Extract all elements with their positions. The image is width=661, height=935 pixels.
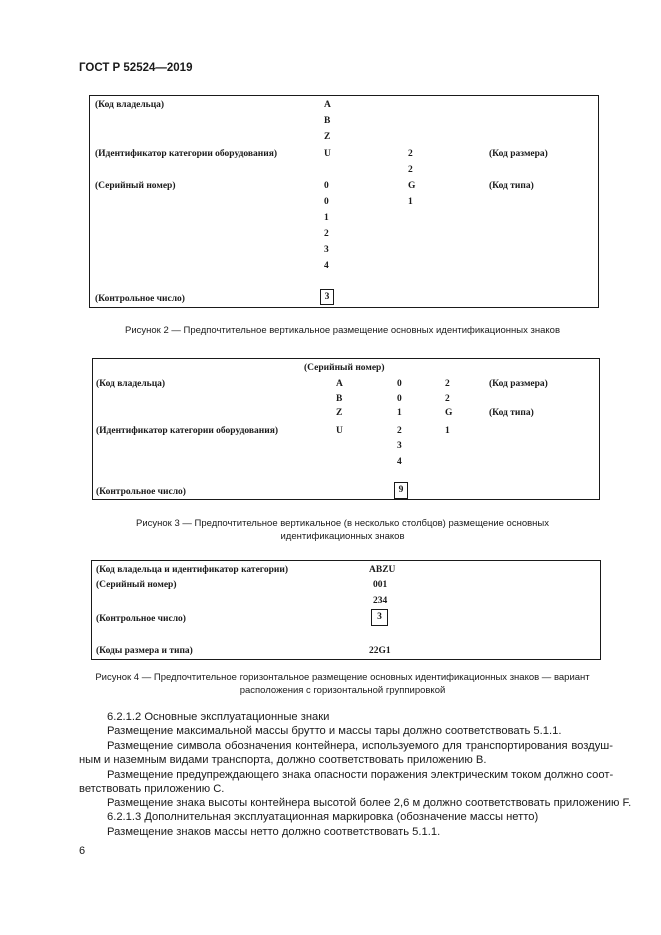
fig3-owner-label: (Код владельца): [96, 379, 166, 389]
fig3-serial-header: (Серийный номер): [304, 363, 385, 373]
figure-2-frame: [89, 95, 599, 308]
fig2-owner-label: (Код владельца): [95, 100, 165, 110]
fig3-type-label: (Код типа): [489, 408, 534, 418]
fig3-check-digit-box: 9: [394, 482, 408, 499]
figure-3-caption-line1: Рисунок 3 — Предпочтительное вертикальное (в несколько столбцов) размещение основных: [136, 518, 549, 529]
fig2-col1-char: 4: [324, 261, 329, 271]
fig2-col1-char: U: [324, 149, 331, 159]
body-paragraph: Размещение знаков массы нетто должно соответствовать 5.1.1.: [107, 826, 441, 838]
fig4-check-label: (Контрольное число): [96, 614, 186, 624]
figure-4-caption-line2: расположения с горизонтальной группировкой: [239, 685, 446, 696]
figure-4-caption-line1: Рисунок 4 — Предпочтительное горизонтальное размещение основных идентификационных знаков — вариант: [95, 672, 590, 683]
fig2-serial-label: (Серийный номер): [95, 181, 176, 191]
fig2-check-label: (Контрольное число): [95, 294, 185, 304]
section-heading-6-2-1-2: 6.2.1.2 Основные эксплуатационные знаки: [107, 711, 330, 723]
fig2-col2-char: 2: [408, 165, 413, 175]
fig4-owner-label: (Код владельца и идентификатор категории): [96, 565, 289, 575]
fig2-col1-char: 1: [324, 213, 329, 223]
fig4-sizetype-label: (Коды размера и типа): [96, 646, 193, 656]
fig3-col1-char: A: [336, 379, 343, 389]
fig4-serial-value: 001: [373, 580, 388, 590]
fig2-check-digit-box: 3: [320, 289, 334, 305]
fig3-col1-char: B: [336, 394, 343, 404]
fig2-col2-char: 1: [408, 197, 413, 207]
fig3-col2-char: 0: [397, 394, 402, 404]
fig2-col2-char: 2: [408, 149, 413, 159]
body-paragraph: Размещение знака высоты контейнера высотой более 2,6 м должно соответствовать приложению F.: [107, 797, 632, 809]
fig3-col3-char: 2: [445, 379, 450, 389]
fig2-col1-char: Z: [324, 132, 331, 142]
body-paragraph: Размещение символа обозначения контейнера, используемого для транспортирования воздуш-: [107, 740, 613, 752]
body-paragraph: ным и наземным видами транспорта, должно соответствовать приложению B.: [79, 754, 487, 766]
fig3-size-label: (Код размера): [489, 379, 548, 389]
fig3-col2-char: 1: [397, 408, 402, 418]
fig3-col3-char: G: [445, 408, 453, 418]
figure-2-caption: Рисунок 2 — Предпочтительное вертикальное размещение основных идентификационных знаков: [125, 325, 560, 336]
fig2-col1-char: 0: [324, 181, 329, 191]
fig3-col2-char: 3: [397, 441, 402, 451]
fig4-serial-value: 234: [373, 596, 388, 606]
page-number: 6: [79, 845, 86, 857]
fig3-check-label: (Контрольное число): [96, 487, 186, 497]
fig4-serial-label: (Серийный номер): [96, 580, 177, 590]
fig3-col1-char: Z: [336, 408, 343, 418]
fig3-col2-char: 4: [397, 457, 402, 467]
fig3-col3-char: 1: [445, 426, 450, 436]
figure-3-caption-line2: идентификационных знаков: [280, 531, 405, 542]
body-paragraph: Размещение предупреждающего знака опасности поражения электрическим током должно соот-: [107, 769, 614, 781]
fig4-owner-value: ABZU: [369, 565, 396, 575]
fig2-col1-char: 2: [324, 229, 329, 239]
fig2-col1-char: 0: [324, 197, 329, 207]
fig2-col1-char: A: [324, 100, 331, 110]
fig2-col2-char: G: [408, 181, 416, 191]
fig3-col2-char: 2: [397, 426, 402, 436]
fig2-type-label: (Код типа): [489, 181, 534, 191]
fig2-category-label: (Идентификатор категории оборудования): [95, 149, 278, 159]
fig2-col1-char: B: [324, 116, 331, 126]
figure-4-frame: [91, 560, 601, 660]
fig4-check-digit-box: 3: [371, 609, 388, 626]
fig2-col1-char: 3: [324, 245, 329, 255]
page-header: ГОСТ Р 52524—2019: [79, 62, 193, 74]
fig3-col3-char: 2: [445, 394, 450, 404]
fig2-size-label: (Код размера): [489, 149, 548, 159]
section-heading-6-2-1-3: 6.2.1.3 Дополнительная эксплуатационная маркировка (обозначение массы нетто): [107, 811, 539, 823]
fig3-col2-char: 0: [397, 379, 402, 389]
body-paragraph: ветствовать приложению C.: [79, 783, 225, 795]
fig4-sizetype-value: 22G1: [369, 646, 391, 656]
fig3-col1-char: U: [336, 426, 343, 436]
body-paragraph: Размещение максимальной массы брутто и массы тары должно соответствовать 5.1.1.: [107, 725, 562, 737]
fig3-category-label: (Идентификатор категории оборудования): [96, 426, 279, 436]
